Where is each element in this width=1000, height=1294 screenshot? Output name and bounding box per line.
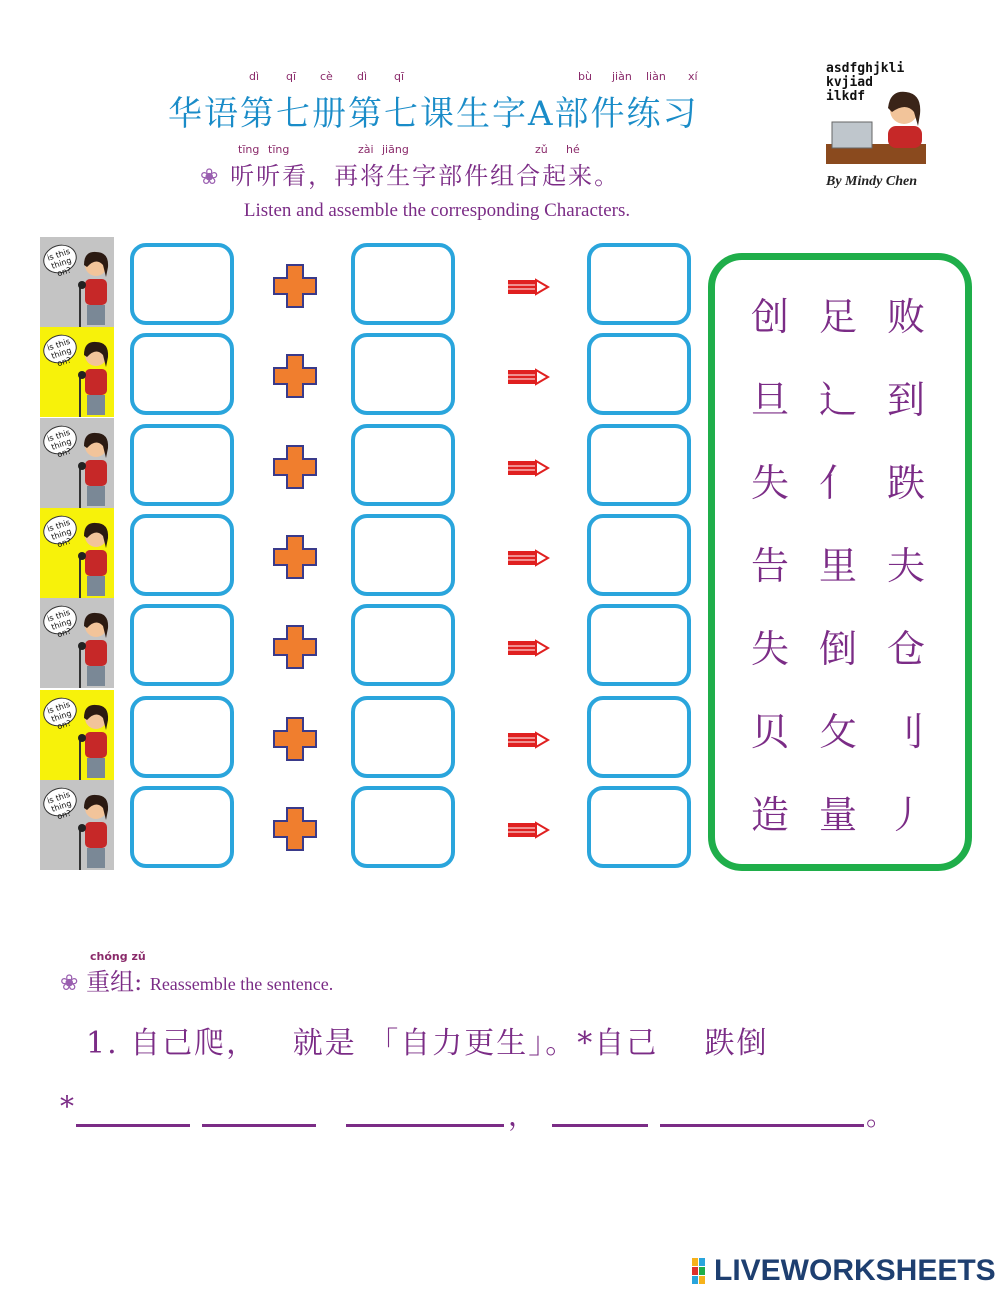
- instruction-pinyin: zǔ: [535, 143, 548, 156]
- page-title: [168, 86, 699, 135]
- section2-pinyin: chóng zǔ: [90, 950, 146, 963]
- component-drop-box[interactable]: [130, 243, 234, 325]
- answer-character-box[interactable]: [587, 514, 691, 596]
- instruction-pinyin: tīng: [268, 143, 290, 156]
- answer-character-box[interactable]: [587, 604, 691, 686]
- instruction-pinyin: hé: [566, 143, 580, 156]
- word-bank-component[interactable]: 失: [750, 461, 789, 505]
- component-drop-box[interactable]: [351, 333, 455, 415]
- pencil-arrow-icon: [506, 820, 550, 840]
- speech-bubble: is this thing on?: [40, 330, 80, 367]
- audio-button[interactable]: [40, 598, 114, 688]
- audio-button[interactable]: [40, 690, 114, 780]
- speaker-avatar-icon: [70, 247, 114, 327]
- answer-blank[interactable]: [346, 1124, 504, 1127]
- plus-icon: [272, 534, 318, 580]
- pencil-arrow-icon: [506, 548, 550, 568]
- title-pinyin: cè: [320, 70, 333, 83]
- liveworksheets-icon: [692, 1258, 712, 1284]
- answer-blank[interactable]: [552, 1124, 648, 1127]
- plus-icon: [272, 353, 318, 399]
- title-pinyin: xí: [688, 70, 698, 83]
- component-drop-box[interactable]: [130, 333, 234, 415]
- audio-button[interactable]: [40, 508, 114, 598]
- plus-icon: [272, 806, 318, 852]
- speaker-avatar-icon: [70, 790, 114, 870]
- plus-icon: [272, 444, 318, 490]
- speaker-avatar-icon: [70, 608, 114, 688]
- word-bank-component[interactable]: 败: [886, 295, 925, 339]
- word-bank-component[interactable]: 刂: [886, 710, 925, 754]
- logo-line: asdfghjkli: [826, 61, 905, 76]
- author-avatar-icon: [826, 82, 938, 172]
- word-bank-component[interactable]: 告: [750, 544, 789, 588]
- word-bank-component[interactable]: 造: [750, 793, 789, 837]
- word-bank-component[interactable]: 攵: [818, 710, 857, 754]
- liveworksheets-logo[interactable]: [692, 1254, 996, 1288]
- component-drop-box[interactable]: [130, 786, 234, 868]
- component-drop-box[interactable]: [351, 696, 455, 778]
- component-drop-box[interactable]: [130, 604, 234, 686]
- section2-label-en: Reassemble the sentence.: [149, 974, 334, 994]
- component-drop-box[interactable]: [351, 243, 455, 325]
- instruction-cn: [200, 156, 620, 191]
- title-pinyin: liàn: [646, 70, 666, 83]
- title-pinyin: dì: [249, 70, 260, 83]
- speaker-avatar-icon: [70, 337, 114, 417]
- speech-bubble: is this thing on?: [40, 240, 80, 277]
- plus-icon: [272, 624, 318, 670]
- word-bank-component[interactable]: 贝: [750, 710, 789, 754]
- audio-button[interactable]: [40, 418, 114, 508]
- speech-bubble: is this thing on?: [40, 421, 80, 458]
- pencil-arrow-icon: [506, 367, 550, 387]
- answer-character-box[interactable]: [587, 696, 691, 778]
- answer-character-box[interactable]: [587, 424, 691, 506]
- section2-heading: [60, 962, 333, 997]
- answer-blank[interactable]: [202, 1124, 316, 1127]
- word-bank-component[interactable]: 跌: [886, 461, 925, 505]
- pencil-arrow-icon: [506, 638, 550, 658]
- audio-button[interactable]: [40, 327, 114, 417]
- instruction-pinyin: tīng: [238, 143, 260, 156]
- speaker-avatar-icon: [70, 518, 114, 598]
- answer-prefix: *: [60, 1090, 74, 1123]
- word-bank-component[interactable]: 量: [818, 793, 857, 837]
- speech-bubble: is this thing on?: [40, 783, 80, 820]
- component-drop-box[interactable]: [130, 424, 234, 506]
- word-bank-component[interactable]: 亻: [818, 461, 857, 505]
- word-bank-component[interactable]: 失: [750, 627, 789, 671]
- word-bank-component[interactable]: 倒: [818, 627, 857, 671]
- speech-bubble: is this thing on?: [40, 601, 80, 638]
- flower-icon: ❀: [60, 971, 79, 996]
- page-title-text: 华语第七册第七课生字A部件练习: [168, 94, 699, 134]
- word-bank-component[interactable]: 里: [818, 544, 857, 588]
- component-drop-box[interactable]: [351, 424, 455, 506]
- speaker-avatar-icon: [70, 700, 114, 780]
- title-pinyin: dì: [357, 70, 368, 83]
- word-bank-component[interactable]: 旦: [750, 378, 789, 422]
- component-drop-box[interactable]: [130, 696, 234, 778]
- title-pinyin: qī: [286, 70, 297, 83]
- speech-bubble: is this thing on?: [40, 693, 80, 730]
- word-bank-component[interactable]: 到: [886, 378, 925, 422]
- answer-blank[interactable]: [660, 1124, 864, 1127]
- word-bank-component[interactable]: 丿: [886, 793, 925, 837]
- word-bank-component[interactable]: 足: [818, 295, 857, 339]
- word-bank-component[interactable]: 创: [750, 295, 789, 339]
- component-drop-box[interactable]: [351, 604, 455, 686]
- title-pinyin: qī: [394, 70, 405, 83]
- instruction-cn-text: 听听看，再将生字部件组合起来。: [230, 162, 621, 190]
- component-drop-box[interactable]: [351, 786, 455, 868]
- author-logo: [826, 62, 938, 192]
- plus-icon: [272, 263, 318, 309]
- answer-comma: ，: [508, 1099, 537, 1132]
- answer-character-box[interactable]: [587, 243, 691, 325]
- instruction-en: Listen and assemble the corresponding Characters.: [243, 200, 631, 221]
- pencil-arrow-icon: [506, 277, 550, 297]
- liveworksheets-text: LIVEWORKSHEETS: [714, 1254, 996, 1287]
- author-byline: By Mindy Chen: [826, 174, 918, 189]
- title-pinyin: bù: [578, 70, 592, 83]
- logo-line: kvjiad: [826, 75, 873, 90]
- answer-character-box[interactable]: [587, 333, 691, 415]
- audio-button[interactable]: [40, 237, 114, 327]
- word-bank-component[interactable]: 夫: [886, 544, 925, 588]
- pencil-arrow-icon: [506, 458, 550, 478]
- word-bank-component[interactable]: 辶: [818, 378, 857, 422]
- answer-blank[interactable]: [76, 1124, 190, 1127]
- sentence-prompt: 1. 自己爬， 就是 「自力更生」。*自己 跌倒: [86, 1026, 769, 1061]
- flower-icon: ❀: [200, 165, 221, 190]
- pencil-arrow-icon: [506, 730, 550, 750]
- component-drop-box[interactable]: [351, 514, 455, 596]
- section2-label-cn: 重组:: [86, 968, 143, 996]
- answer-character-box[interactable]: [587, 786, 691, 868]
- component-drop-box[interactable]: [130, 514, 234, 596]
- instruction-pinyin: jiāng: [382, 143, 409, 156]
- plus-icon: [272, 716, 318, 762]
- title-pinyin: jiàn: [612, 70, 632, 83]
- logo-line: ilkdf: [826, 89, 866, 104]
- speech-bubble: is this thing on?: [40, 511, 80, 548]
- word-bank-component[interactable]: 仓: [886, 627, 925, 671]
- instruction-pinyin: zài: [358, 143, 374, 156]
- answer-period: 。: [866, 1099, 895, 1132]
- speaker-avatar-icon: [70, 428, 114, 508]
- audio-button[interactable]: [40, 780, 114, 870]
